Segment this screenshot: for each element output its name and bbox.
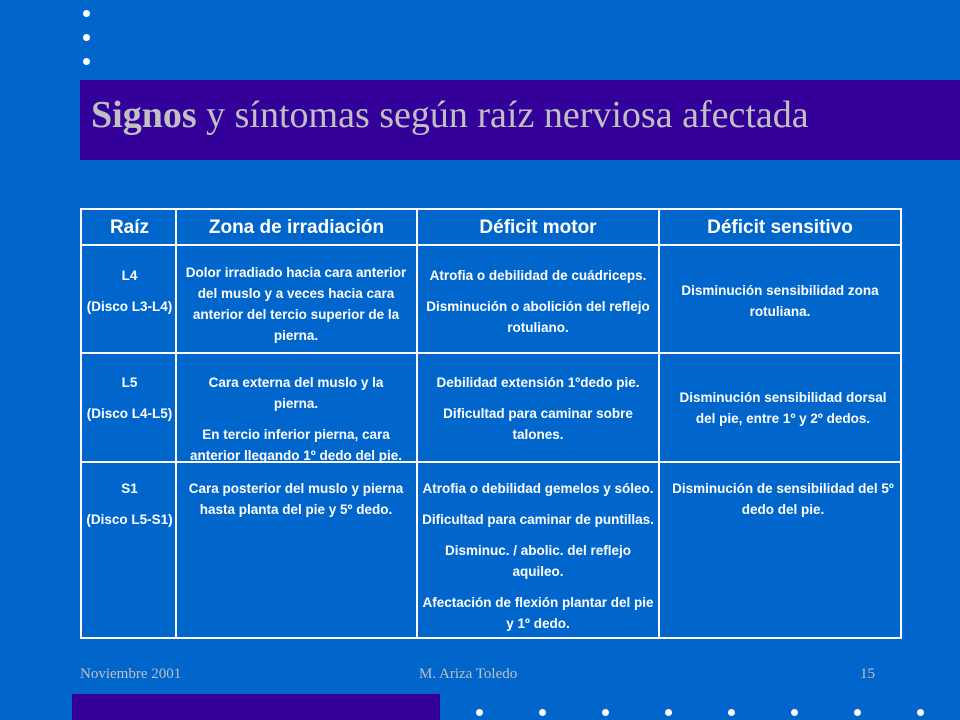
- bullet-dot: [602, 709, 609, 716]
- motor-text: Dificultad para caminar de puntillas.: [422, 512, 654, 527]
- row-l4-zone: [185, 262, 407, 346]
- bullet-dot: [791, 709, 798, 716]
- sensory-text: Disminución de sensibilidad del 5º dedo del pie.: [672, 481, 894, 517]
- row-l4-sensory: [672, 280, 888, 322]
- row-s1-motor: [422, 478, 654, 634]
- bullet-dot: [83, 10, 90, 17]
- header-root: Raíz: [109, 216, 150, 238]
- row-l5-root: [82, 372, 177, 434]
- decorative-dots-top: [83, 10, 95, 82]
- zone-text: Dolor irradiado hacia cara anterior del muslo y a veces hacia cara anterior del tercio superior de la pierna.: [185, 265, 407, 343]
- root-label: S1: [121, 481, 138, 496]
- row-l5-zone: [185, 372, 407, 466]
- row-s1-root: [82, 478, 177, 540]
- zone-text: Cara posterior del muslo y pierna hasta planta del pie y 5º dedo.: [188, 481, 404, 517]
- row-l4-motor: [422, 265, 654, 338]
- footer-page-number: 15: [860, 666, 875, 682]
- bullet-dot: [917, 709, 924, 716]
- root-label: L5: [121, 375, 138, 390]
- motor-text: Disminuc. / abolic. del reflejo aquileo.: [444, 543, 632, 579]
- row-s1-sensory: [670, 478, 896, 520]
- header-motor: Déficit motor: [479, 216, 597, 238]
- footer-author: M. Ariza Toledo: [419, 666, 518, 682]
- disc-label: (Disco L3-L4): [86, 299, 173, 314]
- disc-label: (Disco L4-L5): [86, 406, 173, 421]
- motor-text: Atrofia o debilidad de cuádriceps.: [429, 268, 647, 283]
- bullet-dot: [83, 34, 90, 41]
- title-bar: [80, 80, 960, 160]
- header-sensory: Déficit sensitivo: [707, 216, 853, 238]
- header-zone: Zona de irradiación: [208, 216, 385, 238]
- row-divider: [82, 352, 900, 354]
- slide-title-rest: y síntomas según raíz nerviosa afectada: [196, 94, 809, 136]
- bullet-dot: [539, 709, 546, 716]
- motor-text: Debilidad extensión 1ºdedo pie.: [436, 375, 640, 390]
- footer-date: Noviembre 2001: [80, 666, 182, 682]
- bullet-dot: [476, 709, 483, 716]
- bullet-dot: [728, 709, 735, 716]
- slide-title: [91, 93, 809, 137]
- column-divider: [658, 210, 660, 637]
- slide-title-bold: Signos: [91, 94, 197, 136]
- root-label: L4: [121, 268, 138, 283]
- row-l5-sensory: [670, 387, 896, 429]
- motor-text: Dificultad para caminar sobre talones.: [443, 406, 633, 442]
- bullet-dot: [854, 709, 861, 716]
- motor-text: Atrofia o debilidad gemelos y sóleo.: [422, 481, 654, 496]
- sensory-text: Disminución sensibilidad dorsal del pie, entre 1º y 2º dedos.: [679, 390, 887, 426]
- row-s1-zone: [185, 478, 407, 520]
- nerve-root-table: [80, 208, 902, 639]
- motor-text: Disminución o abolición del reflejo rotuliano.: [426, 299, 650, 335]
- motor-text: Afectación de flexión plantar del pie y 1º dedo.: [422, 595, 654, 631]
- disc-label: (Disco L5-S1): [86, 512, 173, 527]
- bullet-dot: [83, 58, 90, 65]
- zone-text: En tercio inferior pierna, cara anterior llegando 1º dedo del pie.: [190, 427, 402, 463]
- row-divider: [82, 244, 900, 246]
- column-divider: [416, 210, 418, 637]
- row-l5-motor: [422, 372, 654, 445]
- sensory-text: Disminución sensibilidad zona rotuliana.: [681, 283, 879, 319]
- zone-text: Cara externa del muslo y la pierna.: [208, 375, 384, 411]
- bullet-dot: [665, 709, 672, 716]
- row-l4-root: [82, 265, 177, 327]
- bottom-accent-bar: [72, 694, 440, 720]
